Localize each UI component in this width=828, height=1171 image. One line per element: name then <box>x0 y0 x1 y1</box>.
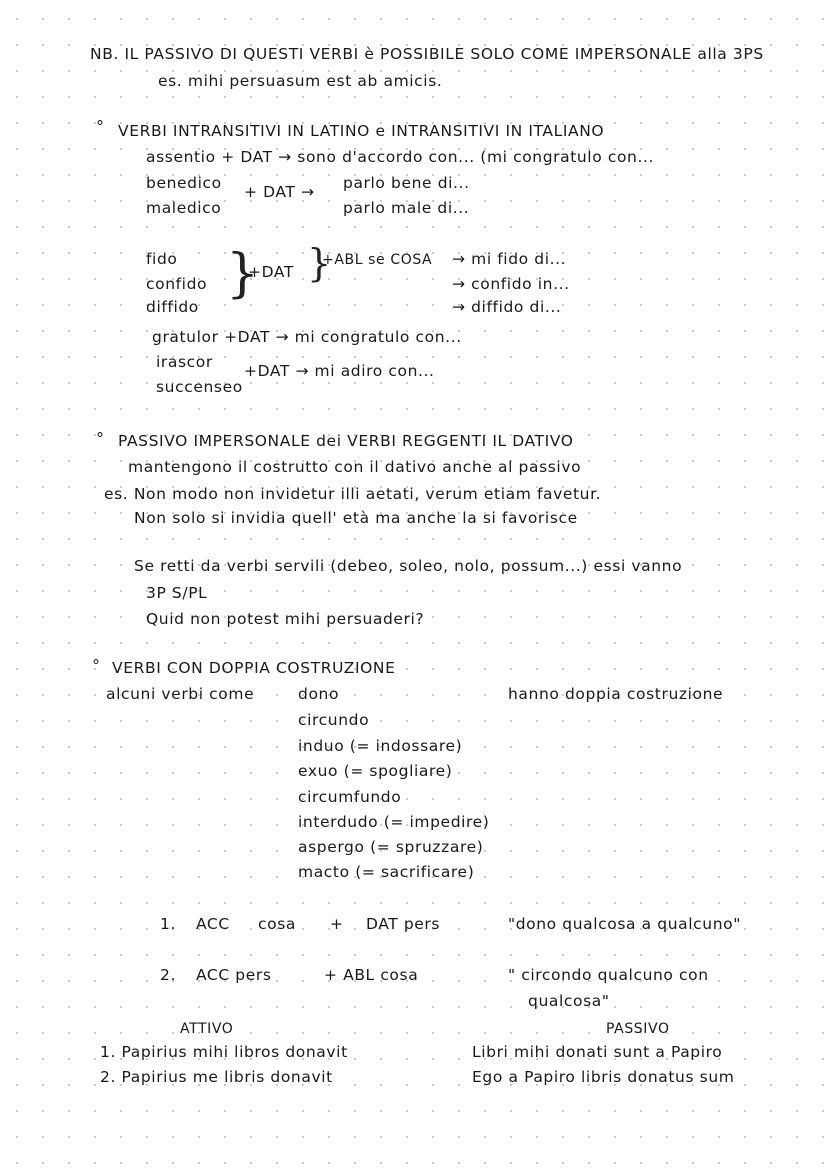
diffido-translation: → diffido di... <box>452 298 562 316</box>
irascor: irascor <box>156 353 213 371</box>
construction2-translation2: qualcosa" <box>528 992 610 1010</box>
left-brace-icon: } <box>226 244 260 304</box>
benedico: benedico <box>146 174 222 192</box>
diffido: diffido <box>146 298 199 316</box>
assentio-line: assentio + DAT → sono d'accordo con... (mi congratulo con... <box>146 148 655 166</box>
construction1-plus: + <box>330 915 344 933</box>
servili-line2: 3P S/PL <box>146 584 208 602</box>
servili-example: Quid non potest mihi persuaderi? <box>146 610 425 628</box>
succenseo: succenseo <box>156 378 243 396</box>
construction2-abl: + ABL cosa <box>324 966 419 984</box>
section2-heading: PASSIVO IMPERSONALE dei VERBI REGGENTI IL DATIVO <box>118 432 574 450</box>
attivo-example1: 1. Papirius mihi libros donavit <box>100 1043 348 1061</box>
fido-translation: → mi fido di... <box>452 250 567 268</box>
irascor-translation: +DAT → mi adiro con... <box>244 362 435 380</box>
construction2-acc: ACC pers <box>196 966 272 984</box>
attivo-label: ATTIVO <box>180 1021 234 1037</box>
confido-translation: → confido in... <box>452 275 570 293</box>
verb-item: circundo <box>298 711 370 729</box>
verb-item: dono <box>298 685 340 703</box>
benedico-translation: parlo bene di... <box>343 174 470 192</box>
section3-intro: alcuni verbi come <box>106 685 255 703</box>
section1-heading: VERBI INTRANSITIVI IN LATINO e INTRANSITIVI IN ITALIANO <box>118 122 605 140</box>
verb-item: interdudo (= impedire) <box>298 813 490 831</box>
verb-item: exuo (= spogliare) <box>298 762 453 780</box>
benedico-dat: + DAT → <box>244 183 315 201</box>
section2-bullet: ° <box>96 429 104 448</box>
section2-example: es. Non modo non invidetur illi aetati, verum etiam favetur. <box>104 485 602 503</box>
nb-line1: NB. IL PASSIVO DI QUESTI VERBI è POSSIBILE SOLO COME IMPERSONALE alla 3PS <box>90 45 764 63</box>
passivo-label: PASSIVO <box>606 1021 670 1037</box>
construction1-cosa: cosa <box>258 915 296 933</box>
section3-heading: VERBI CON DOPPIA COSTRUZIONE <box>112 659 396 677</box>
passivo-example2: Ego a Papiro libris donatus sum <box>472 1068 735 1086</box>
maledico-translation: parlo male di... <box>343 199 470 217</box>
construction1-acc: ACC <box>196 915 230 933</box>
maledico: maledico <box>146 199 222 217</box>
fido: fido <box>146 250 178 268</box>
gratulor-line: gratulor +DAT → mi congratulo con... <box>152 328 462 346</box>
verb-item: circumfundo <box>298 788 402 806</box>
servili-line1: Se retti da verbi servili (debeo, soleo, nolo, possum...) essi vanno <box>134 557 683 575</box>
nb-line2: es. mihi persuasum est ab amicis. <box>158 72 443 90</box>
verb-item: macto (= sacrificare) <box>298 863 475 881</box>
right-brace-icon: } <box>307 241 332 285</box>
fido-abl: +ABL se COSA <box>322 252 433 268</box>
section2-line1: mantengono il costrutto con il dativo anche al passivo <box>128 458 582 476</box>
verb-item: induo (= indossare) <box>298 737 463 755</box>
verb-item: aspergo (= spruzzare) <box>298 838 484 856</box>
section2-translation: Non solo si invidia quell' età ma anche la si favorisce <box>134 509 578 527</box>
fido-dat: +DAT <box>248 263 294 281</box>
construction2-number: 2. <box>160 966 176 984</box>
construction1-dat: DAT pers <box>366 915 441 933</box>
section1-bullet: ° <box>96 117 104 136</box>
passivo-example1: Libri mihi donati sunt a Papiro <box>472 1043 723 1061</box>
section3-right: hanno doppia costruzione <box>508 685 724 703</box>
attivo-example2: 2. Papirius me libris donavit <box>100 1068 333 1086</box>
confido: confido <box>146 275 208 293</box>
construction1-number: 1. <box>160 915 176 933</box>
construction2-translation1: " circondo qualcuno con <box>508 966 709 984</box>
construction1-translation: "dono qualcosa a qualcuno" <box>508 915 741 933</box>
section3-bullet: ° <box>92 656 100 675</box>
